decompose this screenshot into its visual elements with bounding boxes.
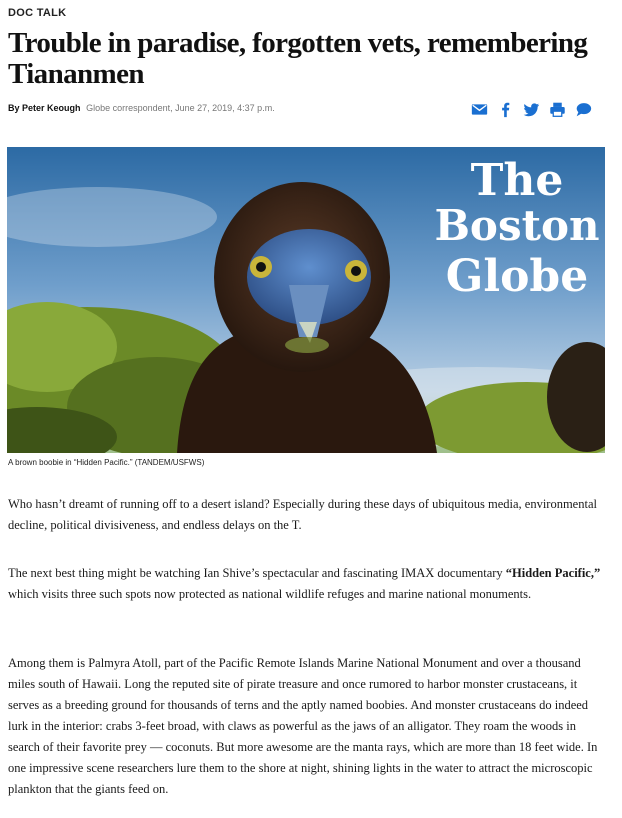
logo-line-2: Boston <box>434 201 600 250</box>
email-icon[interactable] <box>471 101 488 118</box>
film-title: “Hidden Pacific,” <box>505 566 601 580</box>
section-label[interactable]: DOC TALK <box>8 7 67 19</box>
headline: Trouble in paradise, forgotten vets, remembering Tiananmen <box>8 27 588 90</box>
paragraph-2 <box>8 563 606 605</box>
byline <box>8 103 275 113</box>
logo-line-3: Globe <box>445 251 589 302</box>
paragraph-3: Among them is Palmyra Atoll, part of the Pacific Remote Islands Marine National Monument and over a thousand miles south of Hawaii. Long the reputed site of pirate treasure and once rumored to harbor monster crustaceans, it serves as a breeding ground for thousands of terns and the aptly named boobies. And monster crustaceans do indeed lurk in the interior: crabs 3-feet broad, with claws as powerful as the jaws of an alligator. They roam the woods in search of their favorite prey — coconuts. But more awesome are the manta rays, which are more than 18 feet wide. In one impressive scene researchers lure them to the shore at night, shining lights in the water to attract the microscopic plankton that the giants feed on. <box>8 656 598 796</box>
facebook-icon[interactable] <box>497 101 514 118</box>
paragraph-2-text: The next best thing might be watching Ian Shive’s spectacular and fascinating IMAX documentary <box>8 566 506 580</box>
print-icon[interactable] <box>549 101 566 118</box>
share-toolbar <box>471 101 592 118</box>
byline-prefix: By <box>8 103 20 113</box>
paragraph-1: Who hasn’t dreamt of running off to a desert island? Especially during these days of ubiquitous media, environmental decline, political divisiveness, and endless delays on the T. <box>8 497 597 532</box>
byline-meta: Globe correspondent, June 27, 2019, 4:37 p.m. <box>86 103 275 113</box>
twitter-icon[interactable] <box>523 101 540 118</box>
byline-author[interactable]: Peter Keough <box>22 103 81 113</box>
comment-icon[interactable] <box>575 101 592 118</box>
logo-line-1: The <box>470 155 564 206</box>
paragraph-2-text-end: which visits three such spots now protected as national wildlife refuges and marine national monuments. <box>8 587 532 601</box>
brown-boobie-photo <box>7 147 605 453</box>
photo-caption: A brown boobie in “Hidden Pacific.” (TANDEM/USFWS) <box>8 458 205 467</box>
hero-photo <box>7 147 605 453</box>
